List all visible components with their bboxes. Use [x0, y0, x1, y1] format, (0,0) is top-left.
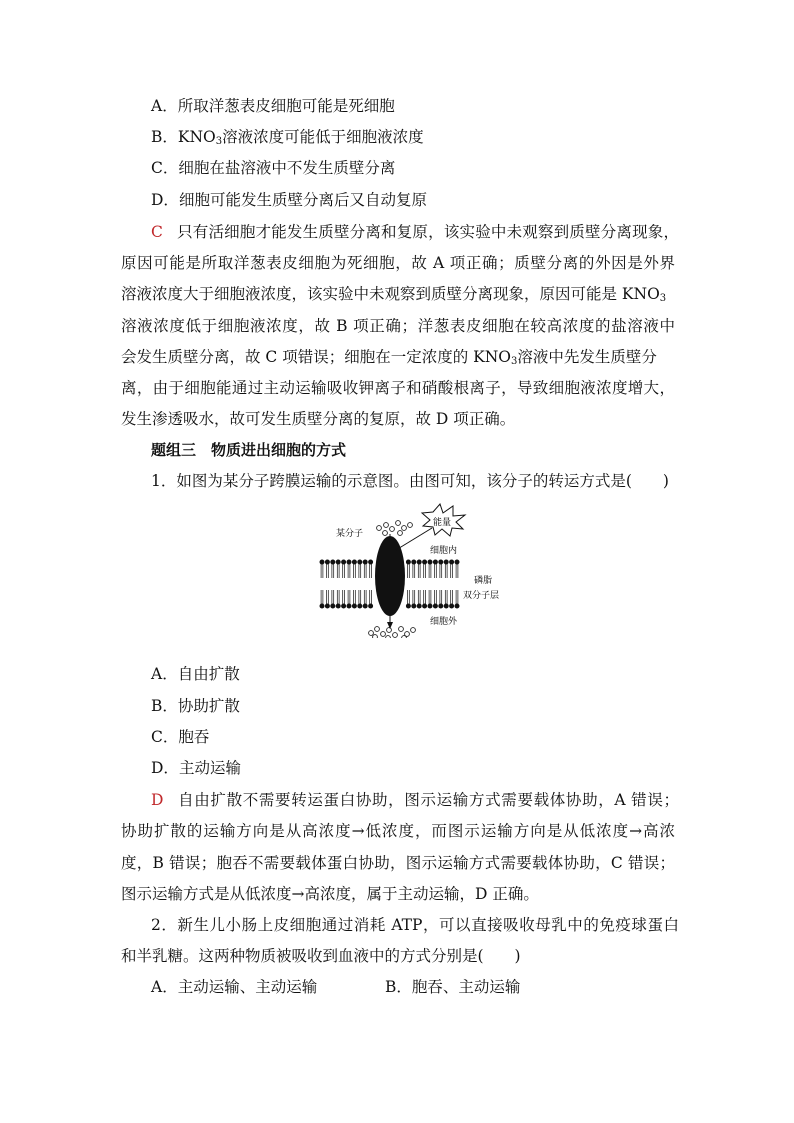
q1-explanation-line-4: 图示运输方式是从低浓度→高浓度，属于主动运输，D 正确。: [121, 885, 539, 903]
section-title: 题组三 物质进出细胞的方式: [151, 441, 347, 459]
phospholipid-head: [455, 604, 460, 609]
phospholipid-head: [368, 604, 373, 609]
prev-option-c: [151, 158, 395, 178]
q1-stem: 1．如图为某分子跨膜运输的示意图。由图可知，该分子的转运方式是( ): [151, 472, 669, 490]
phospholipid-head: [330, 604, 335, 609]
prev-explanation-line-7: 发生渗透吸水，故可发生质壁分离的复原，故 D 项正确。: [121, 410, 516, 428]
molecule-label: 某分子: [336, 529, 364, 539]
option-label: C．: [151, 728, 179, 746]
phospholipid-head: [347, 604, 352, 609]
explanation-text: 溶液中先发生质壁分: [517, 348, 657, 366]
option-text: 胞吞: [178, 728, 210, 746]
phospholipid-head: [320, 560, 325, 565]
phospholipid-head: [444, 560, 449, 565]
phospholipid-head: [341, 604, 346, 609]
answer-letter: C: [151, 223, 163, 241]
phospholipid-head: [325, 604, 330, 609]
q2-option-a: [151, 977, 317, 997]
q2-stem-line-2: 和半乳糖。这两种物质被吸收到血液中的方式分别是( ): [121, 947, 521, 965]
phospholipid-head: [357, 560, 362, 565]
phospholipid-head: [325, 560, 330, 565]
phospholipid-head: [341, 560, 346, 565]
q1-option-d: [151, 758, 241, 778]
explanation-text: 只有活细胞才能发生质壁分离和复原，该实验中未观察到质壁分离现象，: [176, 223, 679, 241]
phospholipid-head: [438, 604, 443, 609]
option-label: A．: [151, 978, 178, 996]
phospholipid-head: [330, 560, 335, 565]
phospholipid-head: [406, 560, 411, 565]
q2-option-b: [385, 977, 520, 997]
phospholipid-head: [444, 604, 449, 609]
option-text: 主动运输、主动运输: [177, 978, 318, 996]
phospholipid-head: [336, 560, 341, 565]
phospholipid-head: [449, 560, 454, 565]
option-text: 协助扩散: [177, 697, 240, 715]
phospholipid-head: [336, 604, 341, 609]
bilayer-label-2: 双分子层: [463, 591, 500, 601]
q1-option-c: [151, 727, 209, 747]
phospholipid-head: [347, 560, 352, 565]
option-label: B．: [151, 128, 178, 146]
option-label: B．: [151, 697, 178, 715]
phospholipid-head: [417, 604, 422, 609]
phospholipid-head: [428, 560, 433, 565]
q1-explanation-line-1: [151, 790, 679, 810]
option-label: A．: [151, 665, 178, 683]
phospholipid-head: [357, 604, 362, 609]
phospholipid-head: [455, 560, 460, 565]
energy-label: 能量: [433, 518, 452, 528]
phospholipid-head: [428, 604, 433, 609]
option-label: D．: [151, 759, 179, 777]
molecules-outside: [369, 627, 416, 638]
q2-stem-line-1: 2．新生儿小肠上皮细胞通过消耗 ATP，可以直接吸收母乳中的免疫球蛋白: [151, 916, 679, 934]
prev-explanation-line-6: 离，由于细胞能通过主动运输吸收钾离子和硝酸根离子，导致细胞液浓度增大，: [121, 379, 675, 397]
phospholipid-head: [363, 560, 368, 565]
phospholipid-head: [449, 604, 454, 609]
option-text-pre: KNO: [177, 128, 216, 146]
explanation-text: 自由扩散不需要转运蛋白协助，图示运输方式需要载体协助，A 错误；: [177, 791, 679, 809]
phospholipid-head: [411, 604, 416, 609]
option-text: 细胞在盐溶液中不发生质壁分离: [178, 159, 396, 177]
prev-explanation-line-1: [151, 222, 679, 242]
phospholipid-head: [352, 560, 357, 565]
explanation-text: 会发生质壁分离，故 C 项错误；细胞在一定浓度的 KNO: [121, 348, 511, 366]
bilayer-label-1: 磷脂: [474, 576, 493, 586]
prev-option-a: [151, 96, 395, 116]
q1-explanation-line-3: 度，B 错误；胞吞不需要载体蛋白协助，图示运输方式需要载体协助，C 错误；: [121, 854, 675, 872]
phospholipid-head: [368, 560, 373, 565]
q1-explanation-line-2: 协助扩散的运输方向是从高浓度→低浓度，而图示运输方向是从低浓度→高浓: [121, 822, 675, 840]
option-label: C．: [151, 159, 179, 177]
option-subscript: 3: [215, 136, 223, 147]
q1-option-a: [151, 664, 240, 684]
subscript: 3: [659, 293, 667, 304]
cell-outside-label: 细胞外: [430, 617, 458, 627]
prev-explanation-line-5: [121, 347, 657, 367]
prev-option-b: [151, 127, 424, 147]
prev-explanation-line-4: 溶液浓度低于细胞液浓度，故 B 项正确；洋葱表皮细胞在较高浓度的盐溶液中: [121, 317, 675, 335]
phospholipid-head: [411, 560, 416, 565]
molecules-inside: [377, 521, 413, 536]
prev-explanation-line-3: [121, 284, 666, 304]
subscript: 3: [511, 356, 518, 367]
phospholipid-head: [363, 604, 368, 609]
q1-option-b: [151, 696, 240, 716]
prev-option-d: [151, 190, 427, 210]
option-text: 所取洋葱表皮细胞可能是死细胞: [177, 97, 395, 115]
membrane-transport-figure: [316, 498, 516, 638]
phospholipid-head: [352, 604, 357, 609]
option-text: 胞吞、主动运输: [411, 978, 521, 996]
phospholipid-head: [320, 604, 325, 609]
explanation-text: 溶液浓度大于细胞液浓度，该实验中未观察到质壁分离现象，原因可能是 KNO: [121, 285, 660, 303]
phospholipid-head: [438, 560, 443, 565]
phospholipid-head: [406, 604, 411, 609]
option-text: 主动运输: [178, 759, 241, 777]
answer-letter: D: [151, 791, 164, 809]
option-text: 细胞可能发生质壁分离后又自动复原: [178, 191, 427, 209]
cell-inside-label: 细胞内: [430, 546, 458, 556]
phospholipid-head: [433, 560, 438, 565]
option-label: A．: [151, 97, 178, 115]
phospholipid-head: [422, 604, 427, 609]
option-label: D．: [151, 191, 179, 209]
phospholipid-head: [417, 560, 422, 565]
option-text-post: 溶液浓度可能低于细胞液浓度: [222, 128, 424, 146]
phospholipid-head: [422, 560, 427, 565]
option-text: 自由扩散: [177, 665, 240, 683]
prev-explanation-line-2: 原因可能是所取洋葱表皮细胞为死细胞，故 A 项正确；质壁分离的外因是外界: [121, 254, 675, 272]
phospholipid-head: [433, 604, 438, 609]
option-label: B．: [385, 978, 412, 996]
